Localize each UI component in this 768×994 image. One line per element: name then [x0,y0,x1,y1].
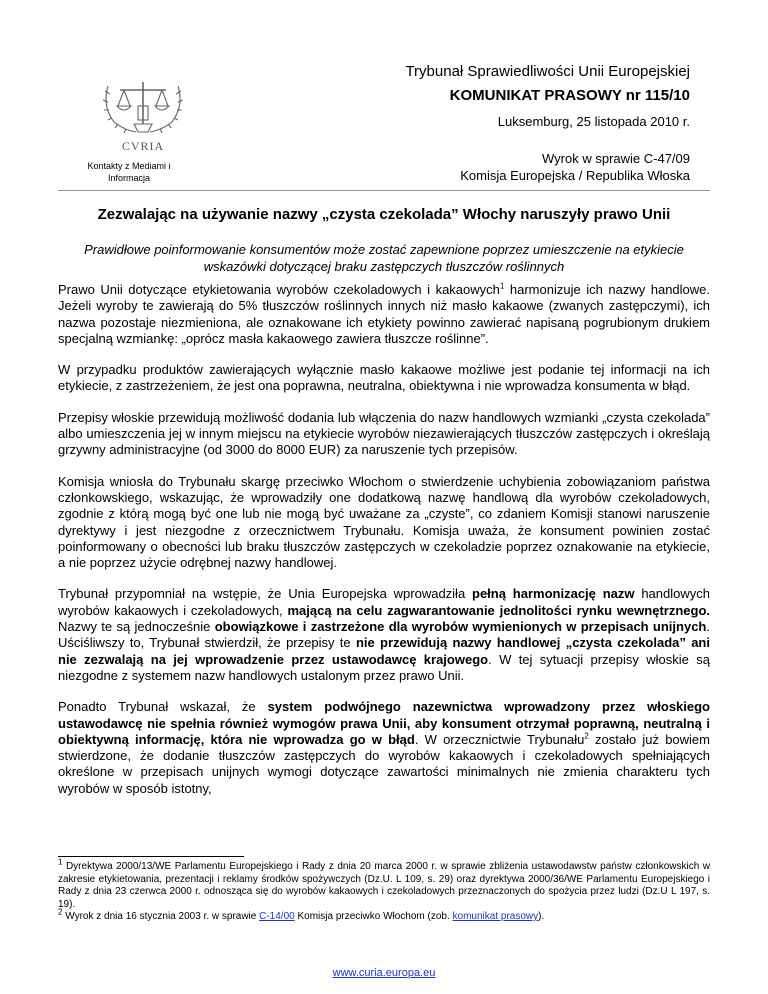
footnote-ref-2[interactable]: 2 [584,731,589,741]
case-parties: Komisja Europejska / Republika Włoska [460,168,690,183]
website-link[interactable]: www.curia.europa.eu [332,967,436,979]
headline: Zezwalając na używanie nazwy „czysta czekolada” Włochy naruszyły prawo Unii [97,206,671,223]
paragraph-5: Trybunał przypomniał na wstępie, że Unia Europejska wprowadziła pełną harmonizację nazw handlowych wyrobów kakaowych i czekoladowych, mającą na celu zagwarantowanie jednolitości rynku wewnętrznego. Nazwy te są jednocześnie obowiązkowe i zastrzeżone dla wyrobów wymienionych w przepisach unijnych. Uściśliwszy to, Trybunał stwierdził, że przepisy te nie przewidują nazwy handlowej „czysta czekolada” ani nie zezwalają na jej wprowadzenie przez ustawodawcę krajowego. W tej sytuacji przepisy włoskie są niezgodne z systemem nazw handlowych ustalonym przez prawo Unii. [58,586,710,683]
article-body [58,281,710,796]
footnote-2: $^2$ Wyrok z dnia 16 stycznia 2003 r. w sprawie C-14/00 Komisja przeciwko Włochom (zob. komunikat prasowy). [58,907,545,922]
case-link[interactable]: C-14/00 [259,911,295,922]
press-release-number: KOMUNIKAT PRASOWY nr 115/10 [449,87,690,104]
media-contact-caption [58,160,200,184]
press-release-link[interactable]: komunikat prasowy [452,911,539,922]
paragraph-2: W przypadku produktów zawierających wyłącznie masło kakaowe możliwe jest podanie tej informacji na ich etykiecie, z zastrzeżeniem, że jest ona poprawna, neutralna, obiektywna i nie wprowadza konsumenta w błąd. [58,362,710,394]
court-name: Trybunał Sprawiedliwości Unii Europejskiej [405,63,690,80]
contact-line-2: Informacja [107,173,151,183]
paragraph-4: Komisja wniosła do Trybunału skargę przeciwko Włochom o stwierdzenie uchybienia zobowiązaniom państwa członkowskiego, wskazując, że wprowadziły one dodatkową nazwę handlową dla wyrobów czekoladowych, zgodnie z którą mogą być one lub nie mogą być uważane za „czyste”, co zdaniem Komisji stanowi naruszenie dyrektywy i jest niezgodne z orzecznictwem Trybunału. Komisja uważa, że konsument powinien zostać poinformowany o obecności lub braku tłuszczów zastępczych w czekoladzie poprzez oznakowanie na etykiecie, a nie poprzez użycie odrębnej nazwy handlowej. [58,473,710,571]
footnotes [58,857,710,924]
curia-logo [88,76,198,154]
paragraph-6: Ponadto Trybunał wskazał, że system podwójnego nazewnictwa wprowadzony przez włoskiego ustawodawcę nie spełnia również wymogów prawa Unii, aby konsument otrzymał poprawną, neutralną i obiektywną informację, która nie wprowadza go w błąd. W orzecznictwie Trybunału$^2$ zostało już bowiem stwierdzone, że dodanie tłuszczów zastępczych do wyrobów kakaowych i czekoladowych spełniających określone w przepisach unijnych wymogi dotyczące zawartości minimalnych nie zmienia charakteru tych wyrobów w sposób istotny, [58,699,710,796]
paragraph-1: Prawo Unii dotyczące etykietowania wyrobów czekoladowych i kakaowych$^1$ harmonizuje ich nazwy handlowe. Jeżeli wyroby te zawierają do 5% tłuszczów roślinnych innych niż masło kakaowe (zwanych zastępczymi), ich nazwa pozostaje niezmieniona, ale oznakowane ich etykiety powinno zawierać napisaną pogrubionym drukiem specjalną wzmiankę: „oprócz masła kakaowego zawiera tłuszcze roślinne”. [58,281,710,346]
paragraph-3: Przepisy włoskie przewidują możliwość dodania lub włączenia do nazw handlowych wzmianki „czysta czekolada” albo umieszczenia jej w innym miejscu na etykiecie wyrobów niezawierających tłuszczów zastępczych i określają grzywny administracyjne (od 3000 do 8000 EUR) za naruszenie tych przepisów. [58,409,710,458]
subheadline: Prawidłowe poinformowanie konsumentów może zostać zapewnione poprzez umieszczenie na etykiecie wskazówki dotyczącej braku zastępczych tłuszczów roślinnych [84,242,684,274]
footnote-ref-1[interactable]: 1 [499,281,505,291]
contact-line-1: Kontakty z Mediami i [87,161,171,171]
header-divider [58,190,710,191]
case-number: Wyrok w sprawie C-47/09 [542,151,690,166]
footnote-divider [58,856,244,857]
logo-text: CVRIA [121,139,165,153]
place-date: Luksemburg, 25 listopada 2010 r. [497,114,690,129]
footnote-1: $^1$ Dyrektywa 2000/13/WE Parlamentu Europejskiego i Rady z dnia 20 marca 2000 r. w sprawie zbliżenia ustawodawstw państw członkowskich w zakresie etykietowania, prezentacji i reklamy środków spożywczych (Dz.U. L 109, s. 29) oraz dyrektywa 2000/36/WE Parlamentu Europejskiego i Rady z dnia 23 czerwca 2000 r. odnosząca się do wyrobów kakaowych i czekoladowych przeznaczonych do spożycia przez ludzi (Dz.U L 197, s. 19). [58,857,710,910]
